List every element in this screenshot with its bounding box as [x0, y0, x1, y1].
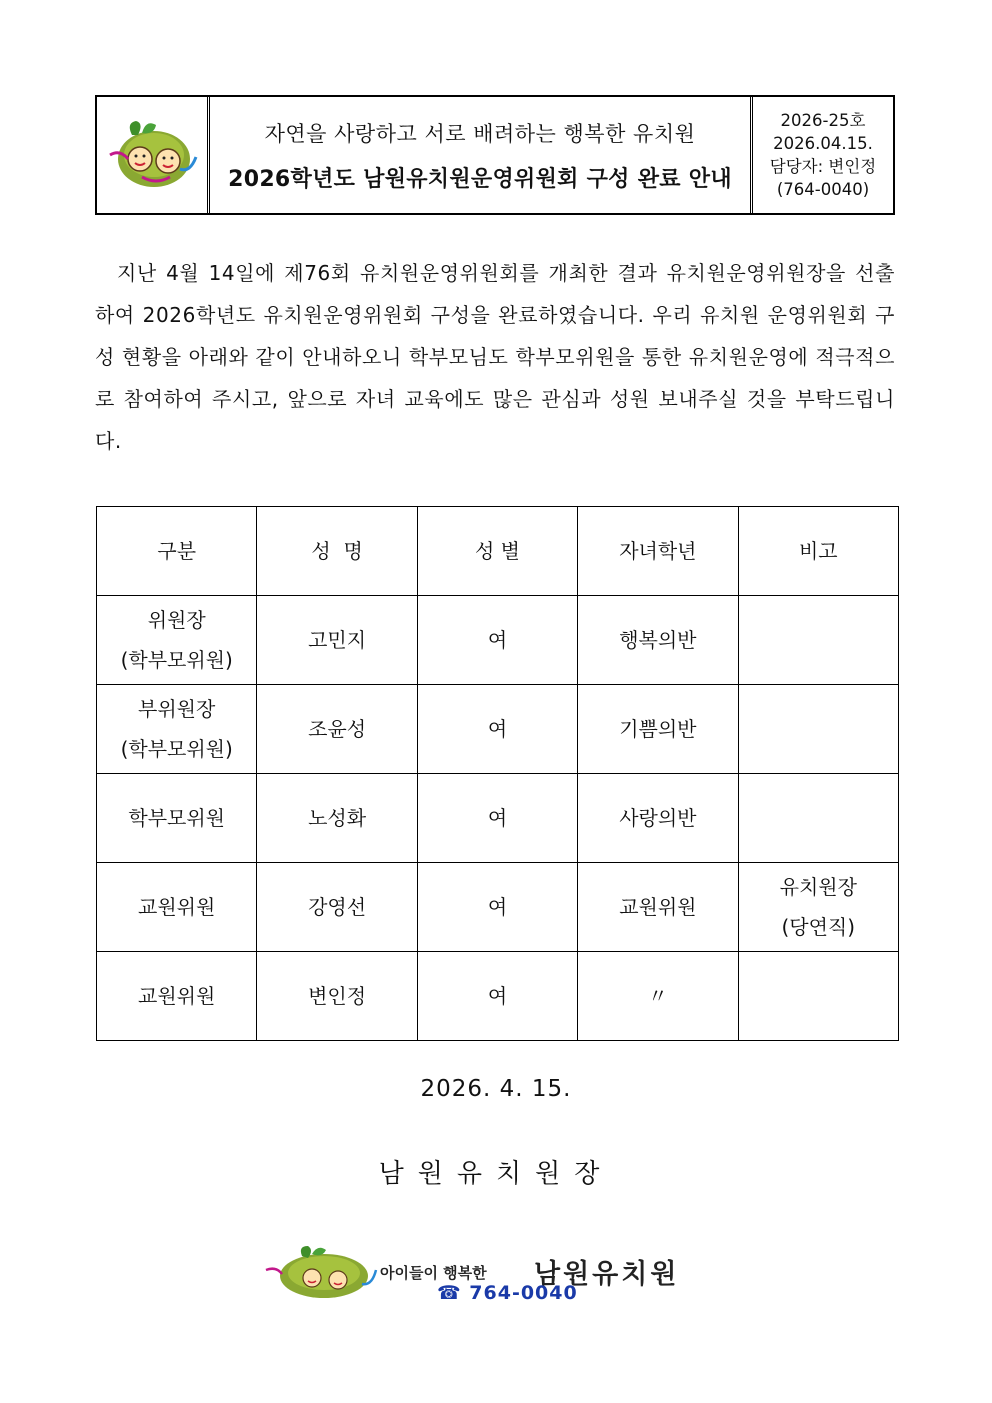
- issue-date: 2026. 4. 15.: [420, 1076, 572, 1102]
- cell-role: 학부모위원: [97, 774, 257, 863]
- cell-grade: 〃: [578, 952, 738, 1041]
- table-row: [97, 685, 899, 774]
- contact-person: 담당자: 변인정: [769, 157, 877, 176]
- cell-note: [738, 596, 898, 685]
- kindergarten-logo-icon: [262, 1244, 382, 1304]
- cell-gender: 여: [417, 952, 577, 1041]
- table-row: [97, 952, 899, 1041]
- col-header-role: 구분: [97, 507, 257, 596]
- cell-name: 강영선: [257, 863, 417, 952]
- col-header-name: 성 명: [257, 507, 417, 596]
- table-row: [97, 596, 899, 685]
- table-row: [97, 863, 899, 952]
- signer-name: 남원유치원장: [378, 1159, 614, 1189]
- cell-note: [738, 685, 898, 774]
- footer-name: 남원유치원: [534, 1259, 680, 1290]
- footer-logo: [262, 1240, 732, 1310]
- footer-slogan: 아이들이 행복한: [380, 1264, 487, 1282]
- cell-note: 유치원장 (당연직): [738, 863, 898, 952]
- cell-gender: 여: [417, 596, 577, 685]
- cell-grade: 기쁨의반: [578, 685, 738, 774]
- header-logo-cell: [97, 97, 210, 213]
- cell-name: 노성화: [257, 774, 417, 863]
- motto: 자연을 사랑하고 서로 배려하는 행복한 유치원: [264, 121, 696, 146]
- cell-gender: 여: [417, 774, 577, 863]
- table-row: [97, 774, 899, 863]
- cell-grade: 사랑의반: [578, 774, 738, 863]
- contact-phone: (764-0040): [776, 180, 870, 199]
- cell-role: 부위원장 (학부모위원): [97, 685, 257, 774]
- footer-phone: ☎ 764-0040: [437, 1282, 578, 1304]
- document-header: [95, 95, 895, 215]
- cell-note: [738, 774, 898, 863]
- cell-gender: 여: [417, 863, 577, 952]
- cell-role: 교원위원: [97, 863, 257, 952]
- committee-table: [96, 506, 899, 1041]
- cell-grade: 행복의반: [578, 596, 738, 685]
- col-header-gender: 성 별: [417, 507, 577, 596]
- kindergarten-logo-icon: [102, 115, 202, 195]
- cell-name: 조윤성: [257, 685, 417, 774]
- header-info-cell: [753, 97, 893, 213]
- document-title: 2026학년도 남원유치원운영위원회 구성 완료 안내: [228, 166, 732, 192]
- body-paragraph: 지난 4월 14일에 제76회 유치원운영위원회를 개최한 결과 유치원운영위원장을 선출하여 2026학년도 유치원운영위원회 구성을 완료하였습니다. 우리 유치원 운영위원회 구성 현황을 아래와 같이 안내하오니 학부모님도 학부모위원을 통한 유치원운영에 적극적으로 참여하여 주시고, 앞으로 자녀 교육에도 많은 관심과 성원 보내주실 것을 부탁드립니다.: [95, 261, 895, 453]
- doc-number: 2026-25호: [780, 111, 866, 130]
- body-text: [95, 252, 895, 462]
- cell-name: 고민지: [257, 596, 417, 685]
- cell-role: 교원위원: [97, 952, 257, 1041]
- cell-role: 위원장 (학부모위원): [97, 596, 257, 685]
- cell-grade: 교원위원: [578, 863, 738, 952]
- col-header-grade: 자녀학년: [578, 507, 738, 596]
- header-title-cell: [210, 97, 753, 213]
- cell-name: 변인정: [257, 952, 417, 1041]
- doc-date: 2026.04.15.: [773, 134, 873, 153]
- table-header-row: [97, 507, 899, 596]
- cell-note: [738, 952, 898, 1041]
- col-header-note: 비고: [738, 507, 898, 596]
- cell-gender: 여: [417, 685, 577, 774]
